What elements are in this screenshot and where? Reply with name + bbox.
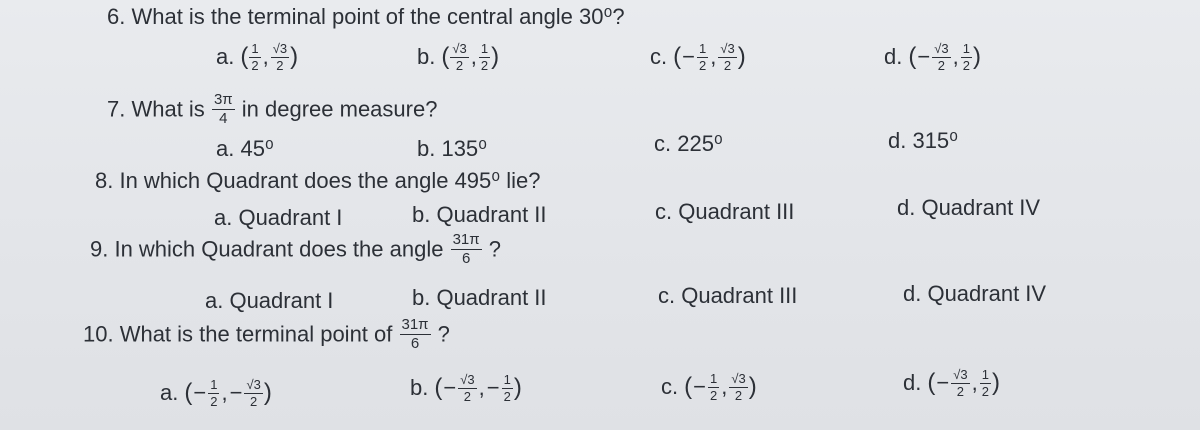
close-paren: ) [290, 43, 299, 71]
q9-choice-b: b. Quadrant II [412, 285, 547, 310]
q10-choice-b [410, 373, 522, 403]
q9-angle-denominator: 6 [461, 249, 471, 267]
y-coordinate-numerator: √3 [731, 371, 746, 386]
q8-choice-b: b. Quadrant II [412, 202, 547, 227]
q10-angle-fraction [400, 317, 431, 352]
open-paren: ( [240, 43, 249, 71]
x-coordinate-denominator: 2 [455, 57, 464, 73]
q10-angle-denominator: 6 [410, 334, 420, 352]
close-paren: ) [972, 43, 981, 71]
q9-angle-fraction [451, 232, 482, 267]
q8-choice-d: d. Quadrant IV [897, 195, 1041, 220]
y-coordinate-numerator: 1 [480, 41, 489, 56]
q8-choice-a: a. Quadrant I [214, 205, 343, 230]
comma: , [721, 374, 728, 400]
y-coordinate-numerator: 1 [503, 372, 511, 387]
close-paren: ) [991, 369, 1000, 397]
x-coordinate-numerator: 1 [210, 377, 218, 392]
x-coordinate-numerator: √3 [934, 41, 949, 56]
y-coordinate [479, 42, 490, 72]
q10-choice-c [661, 372, 757, 402]
x-coordinate-numerator: √3 [460, 372, 475, 387]
open-paren: ( [684, 373, 693, 401]
x-coordinate-denominator: 2 [251, 57, 259, 73]
x-sign: − [443, 375, 457, 401]
q9-suffix: ? [488, 236, 502, 262]
q10-choice-a [160, 378, 272, 408]
open-paren: ( [927, 369, 936, 397]
choice-letter: a. [160, 380, 179, 406]
q10-prefix: 10. What is the terminal point of [83, 321, 393, 347]
x-coordinate-denominator: 2 [956, 383, 965, 399]
x-sign: − [936, 370, 950, 396]
y-coordinate-numerator: √3 [246, 377, 261, 392]
q6-choice-b [417, 42, 499, 72]
close-paren: ) [263, 379, 272, 407]
y-coordinate-numerator: √3 [272, 41, 288, 56]
open-paren: ( [184, 379, 193, 407]
y-coordinate [961, 42, 972, 72]
question-7-stem [107, 92, 437, 127]
x-coordinate-numerator: √3 [953, 367, 968, 382]
q6-choice-a [216, 42, 298, 72]
x-coordinate-denominator: 2 [698, 57, 707, 73]
y-coordinate [980, 368, 991, 398]
q10-angle-numerator: 31π [401, 316, 429, 333]
choice-letter: a. [216, 44, 235, 70]
q7-choice-a: a. 45⁰ [216, 136, 274, 161]
choice-letter: c. [650, 44, 668, 70]
x-sign: − [693, 374, 706, 400]
x-coordinate [932, 42, 950, 72]
y-coordinate-denominator: 2 [480, 57, 489, 73]
x-coordinate-numerator: √3 [452, 41, 467, 56]
q9-prefix: 9. In which Quadrant does the angle [90, 236, 444, 262]
x-coordinate-numerator: 1 [709, 371, 718, 386]
comma: , [971, 370, 978, 396]
close-paren: ) [748, 373, 757, 401]
y-coordinate-denominator: 2 [723, 57, 732, 73]
y-coordinate-numerator: 1 [962, 41, 970, 56]
x-coordinate-numerator: 1 [698, 41, 707, 56]
close-paren: ) [737, 43, 746, 71]
y-coordinate-numerator: 1 [981, 367, 989, 382]
open-paren: ( [434, 374, 443, 402]
question-9-stem [90, 232, 501, 267]
q7-angle-denominator: 4 [219, 109, 228, 127]
question-6-stem: 6. What is the terminal point of the central angle 30⁰? [107, 4, 625, 29]
question-8-stem: 8. In which Quadrant does the angle 495⁰ lie? [95, 168, 541, 193]
q10-suffix: ? [437, 321, 450, 347]
x-coordinate [208, 378, 219, 408]
x-sign: − [917, 44, 931, 70]
y-coordinate-denominator: 2 [734, 387, 743, 403]
y-coordinate-denominator: 2 [250, 393, 258, 409]
comma: , [478, 375, 485, 401]
q7-angle-numerator: 3π [213, 91, 233, 108]
y-sign: − [229, 380, 243, 406]
q6-choice-c [650, 42, 746, 72]
q8-choice-c: c. Quadrant III [655, 199, 795, 224]
x-coordinate-denominator: 2 [463, 388, 472, 404]
x-coordinate [249, 42, 260, 72]
y-coordinate-denominator: 2 [962, 57, 970, 73]
q6-choice-d [884, 42, 981, 72]
open-paren: ( [908, 43, 917, 71]
close-paren: ) [513, 374, 522, 402]
x-coordinate [697, 42, 708, 72]
y-coordinate-numerator: √3 [720, 41, 735, 56]
y-coordinate [729, 372, 747, 402]
y-coordinate-denominator: 2 [981, 383, 989, 399]
q10-choice-d [903, 368, 1000, 398]
x-coordinate-denominator: 2 [709, 387, 718, 403]
q7-choice-b: b. 135⁰ [417, 136, 487, 161]
q9-choice-d: d. Quadrant IV [903, 281, 1047, 306]
y-coordinate [502, 373, 513, 403]
x-coordinate-denominator: 2 [210, 393, 218, 409]
y-coordinate-denominator: 2 [276, 57, 284, 73]
x-sign: − [193, 380, 207, 406]
q7-choice-d: d. 315⁰ [888, 128, 958, 153]
x-sign: − [682, 44, 695, 70]
x-coordinate-numerator: 1 [251, 41, 259, 56]
x-coordinate-denominator: 2 [937, 57, 946, 73]
question-10-stem [83, 317, 450, 352]
q9-angle-numerator: 31π [452, 231, 480, 248]
choice-letter: d. [903, 370, 922, 396]
q7-suffix: in degree measure? [241, 96, 438, 122]
comma: , [262, 44, 269, 70]
q9-choice-c: c. Quadrant III [658, 283, 798, 308]
comma: , [710, 44, 717, 70]
comma: , [221, 380, 228, 406]
q9-choice-a: a. Quadrant I [205, 288, 334, 313]
y-coordinate [718, 42, 736, 72]
y-coordinate-denominator: 2 [503, 388, 511, 404]
y-coordinate [271, 42, 289, 72]
open-paren: ( [441, 43, 450, 71]
y-coordinate [244, 378, 262, 408]
close-paren: ) [491, 43, 500, 71]
comma: , [470, 44, 477, 70]
comma: , [952, 44, 959, 70]
choice-letter: c. [661, 374, 679, 400]
choice-letter: b. [417, 44, 436, 70]
q7-prefix: 7. What is [107, 96, 205, 122]
x-coordinate [951, 368, 969, 398]
x-coordinate [458, 373, 476, 403]
q7-angle-fraction [212, 92, 235, 127]
x-coordinate [450, 42, 468, 72]
choice-letter: b. [410, 375, 429, 401]
open-paren: ( [673, 43, 682, 71]
q7-choice-c: c. 225⁰ [654, 131, 723, 156]
y-sign: − [486, 375, 500, 401]
choice-letter: d. [884, 44, 903, 70]
x-coordinate [708, 372, 719, 402]
